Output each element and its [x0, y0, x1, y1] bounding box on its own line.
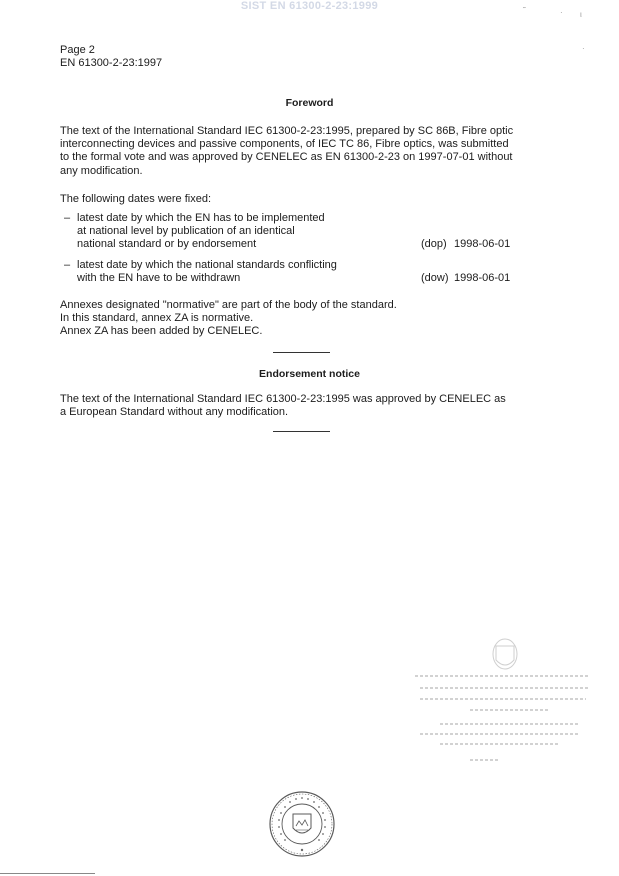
annex-line: In this standard, annex ZA is normative. [60, 312, 254, 325]
date-item-line: national standard or by endorsement [77, 238, 257, 251]
date-item-line: at national level by publication of an identical [77, 225, 295, 238]
paragraph-line: to the formal vote and was approved by CENELEC as EN 61300-2-23 on 1997-07-01 without [60, 151, 513, 164]
date-item-text [77, 212, 417, 252]
annex-line: Annex ZA has been added by CENELEC. [60, 325, 263, 338]
page-header [60, 44, 162, 70]
annex-line: Annexes designated "normative" are part of the body of the standard. [60, 299, 397, 311]
paragraph-line: The text of the International Standard IEC 61300-2-23:1995, prepared by SC 86B, Fibre optic [60, 125, 514, 137]
dates-intro: The following dates were fixed: [60, 193, 212, 205]
date-item-dow [64, 259, 534, 286]
endorsement-paragraph [60, 393, 560, 419]
dash: – [64, 212, 71, 224]
date-code: (dop) [421, 238, 447, 251]
date-item-text [77, 259, 417, 285]
paragraph-line: interconnecting devices and passive components, of IEC TC 86, Fibre optics, was submitted [60, 138, 509, 151]
section-divider [273, 352, 330, 353]
scan-speck: · [582, 44, 585, 53]
page-number: Page 2 [60, 44, 95, 56]
section-divider [273, 431, 330, 432]
date-item-line: latest date by which the national standards conflicting [77, 259, 337, 271]
date-item-line: latest date by which the EN has to be implemented [77, 212, 325, 224]
date-value: 1998-06-01 [454, 238, 511, 251]
paragraph-line: any modification. [60, 164, 143, 177]
foreword-heading: Foreword [285, 97, 334, 109]
paragraph-line: a European Standard without any modification. [60, 406, 289, 419]
dash: – [64, 259, 71, 271]
date-code: (dow) [421, 272, 449, 285]
scan-speck: ˜ [523, 6, 526, 15]
date-value: 1998-06-01 [454, 272, 511, 285]
paragraph-line: The text of the International Standard IEC 61300-2-23:1995 was approved by CENELEC as [60, 393, 506, 405]
standard-id: EN 61300-2-23:1997 [60, 57, 163, 69]
faded-stamp-graphic [410, 636, 595, 771]
date-item-dop [64, 212, 534, 252]
scan-speck: ι [580, 10, 582, 19]
faded-stamp [410, 636, 595, 771]
watermark: SIST EN 61300-2-23:1999 [240, 0, 379, 12]
seal-graphic [268, 790, 336, 858]
foreword-paragraph [60, 125, 560, 178]
date-item-line: with the EN have to be withdrawn [77, 272, 241, 285]
scan-speck: · [560, 8, 563, 17]
bottom-edge-line [0, 873, 95, 874]
endorsement-heading: Endorsement notice [259, 368, 360, 380]
annex-paragraph [60, 299, 560, 339]
institution-seal [268, 790, 336, 858]
